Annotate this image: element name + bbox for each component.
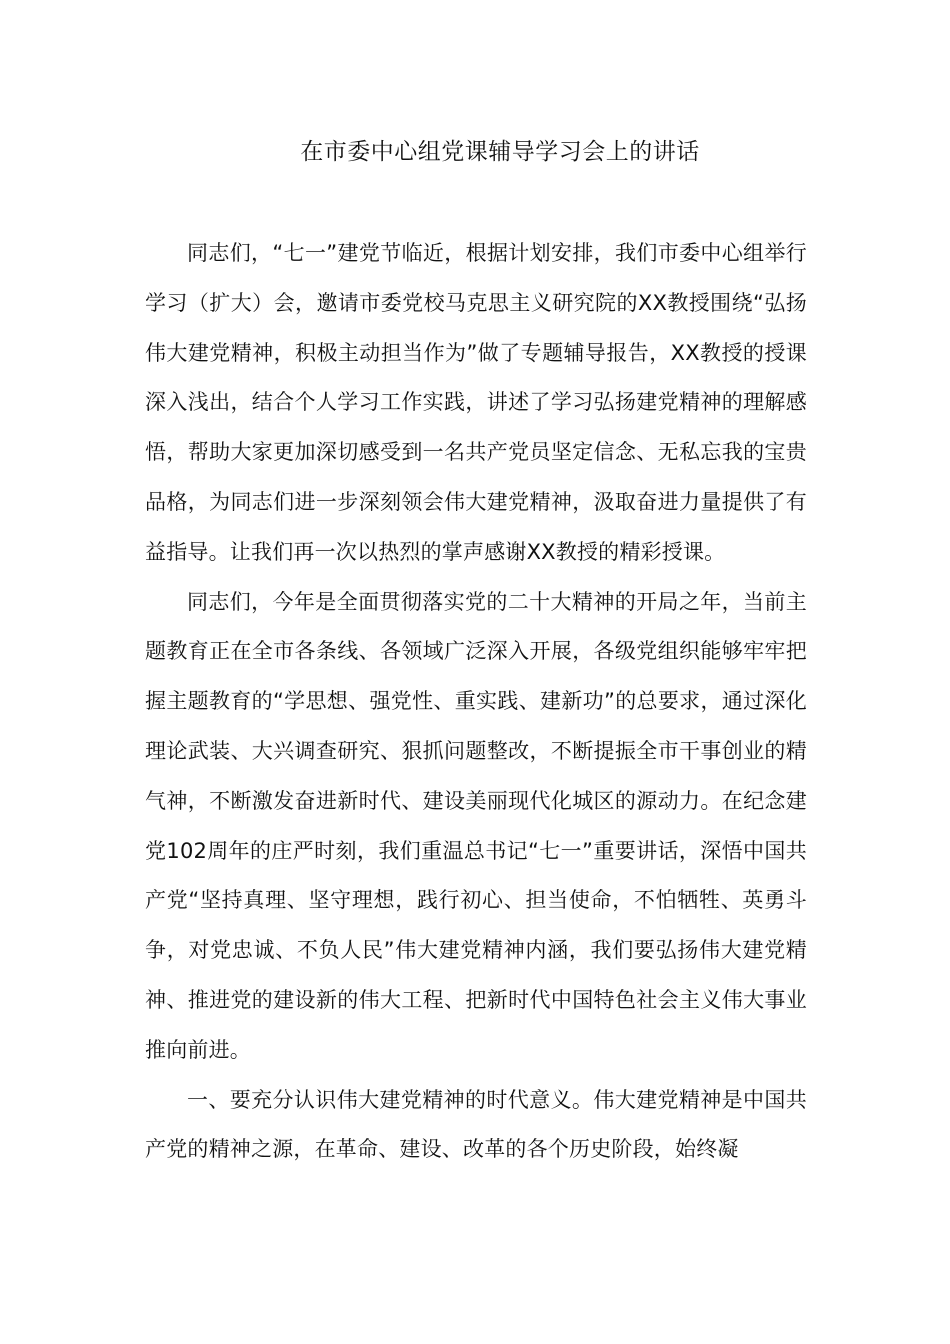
document-title: 在市委中心组党课辅导学习会上的讲话	[300, 139, 700, 165]
paragraph-1: 同志们，“七一”建党节临近，根据计划安排，我们市委中心组举行学习（扩大）会，邀请市委党校马克思主义研究院的XX教授围绕“弘扬伟大建党精神，积极主动担当作为”做了专题辅导报告，XX教授的授课深入浅出，结合个人学习工作实践，讲述了学习弘扬建党精神的理解感悟，帮助大家更加深切感受到一名共产党员坚定信念、无私忘我的宝贵品格，为同志们进一步深刻领会伟大建党精神，汲取奋进力量提供了有益指导。让我们再一次以热烈的掌声感谢XX教授的精彩授课。	[145, 241, 807, 564]
document-body	[145, 229, 807, 1175]
paragraph-3: 一、要充分认识伟大建党精神的时代意义。伟大建党精神是中国共产党的精神之源，在革命、建设、改革的各个历史阶段，始终凝	[145, 1087, 807, 1162]
paragraph-2: 同志们，今年是全面贯彻落实党的二十大精神的开局之年，当前主题教育正在全市各条线、各领域广泛深入开展，各级党组织能够牢牢把握主题教育的“学思想、强党性、重实践、建新功”的总要求，通过深化理论武装、大兴调查研究、狠抓问题整改，不断提振全市干事创业的精气神，不断激发奋进新时代、建设美丽现代化城区的源动力。在纪念建党102周年的庄严时刻，我们重温总书记“七一”重要讲话，深悟中国共产党“坚持真理、坚守理想，践行初心、担当使命，不怕牺牲、英勇斗争，对党忠诚、不负人民”伟大建党精神内涵，我们要弘扬伟大建党精神、推进党的建设新的伟大工程、把新时代中国特色社会主义伟大事业推向前进。	[145, 589, 807, 1062]
